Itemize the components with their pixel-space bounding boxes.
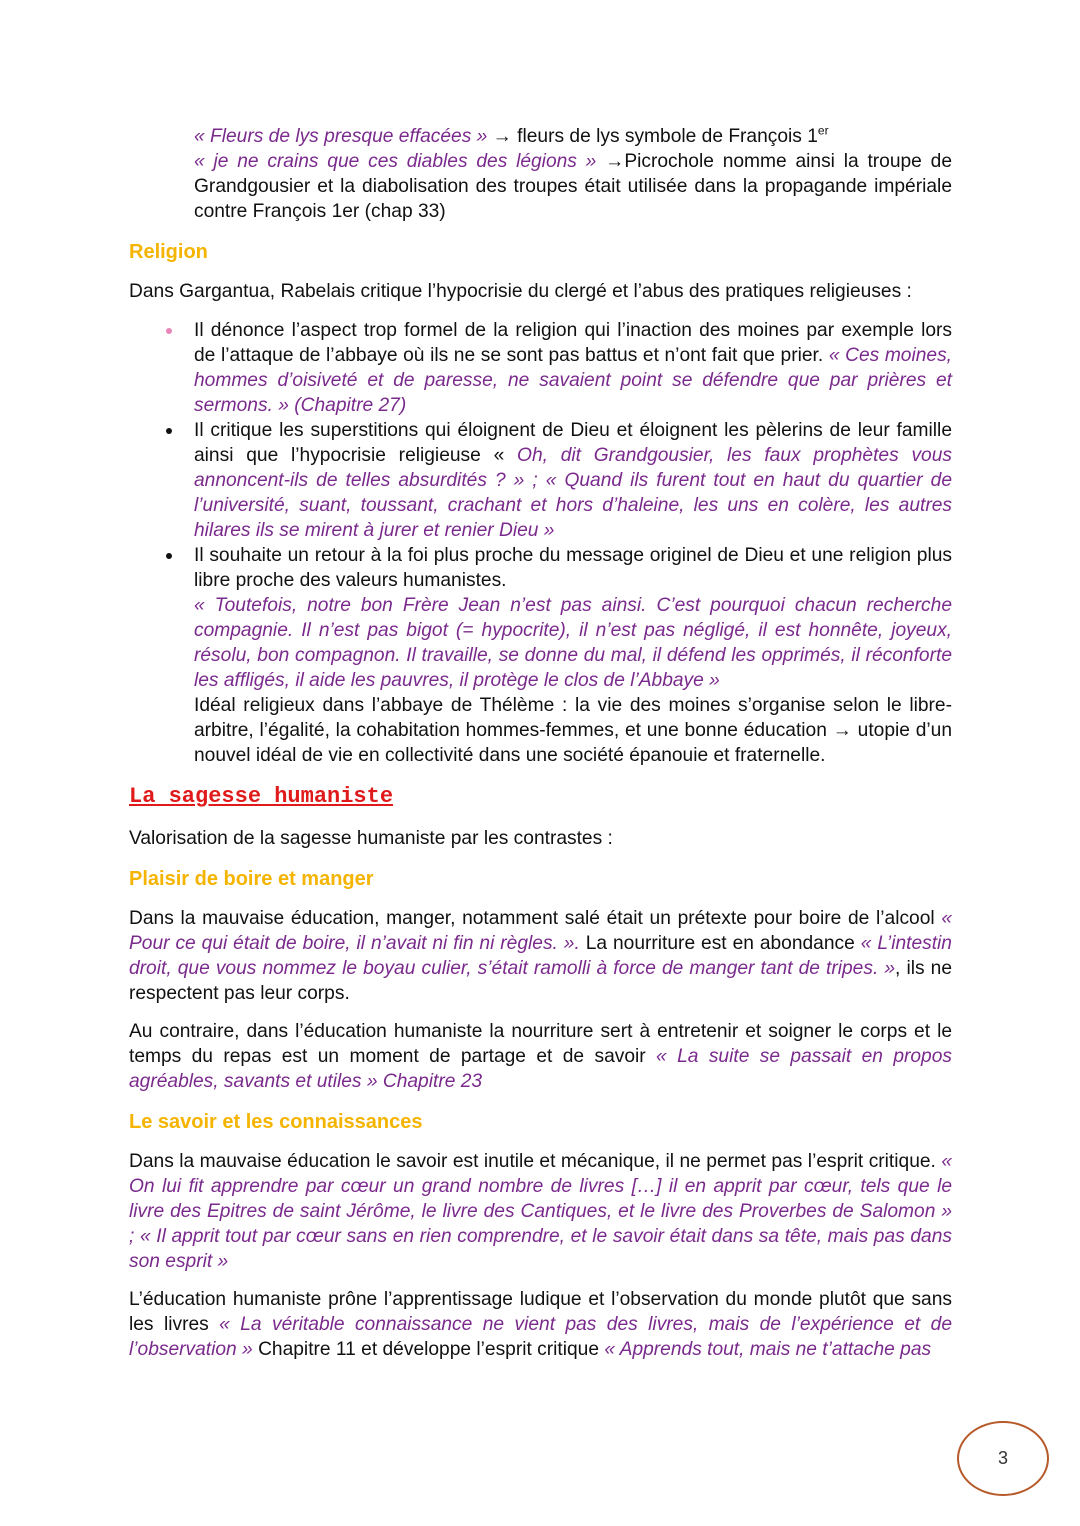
quote: « L’intestin droit, que vous nommez le boyau culier, s’était ramolli à force de manger tant de tripes. »	[129, 933, 952, 979]
page-number-badge	[957, 1421, 1049, 1496]
text: , ils ne respectent pas leur corps.	[129, 958, 952, 1004]
quote: « je ne crains que ces diables des légions »	[194, 151, 597, 172]
list-item	[129, 543, 952, 768]
superscript: er	[817, 123, 829, 138]
text: Il souhaite un retour à la foi plus proche du message originel de Dieu et une religion plus libre proche des valeurs humanistes.	[194, 545, 952, 591]
quote: « Pour ce qui était de boire, il n’avait ni fin ni règles. ».	[129, 908, 952, 954]
bullet-icon	[166, 328, 172, 334]
bullet-icon	[166, 428, 172, 434]
quote: « Apprends tout, mais ne t’attache pas	[604, 1339, 932, 1360]
quote: « Toutefois, notre bon Frère Jean n’est pas ainsi. C’est pourquoi chacun recherche compagnie. Il n’est pas bigot (= hypocrite), il n’est pas négligé, il est honnête, joyeux, résolu, bon compagnon. Il travaille, se donne du mal, il défend les opprimés, il réconforte les affligés, il aide les pauvres, il protège le clos de l’Abbaye »	[194, 595, 952, 691]
quote: « La véritable connaissance ne vient pas des livres, mais de l’expérience et de l’observation »	[129, 1314, 952, 1360]
text: Idéal religieux dans l’abbaye de Thélème : la vie des moines s’organise selon le libre-arbitre, l’égalité, la cohabitation hommes-femmes, et une bonne éducation → utopie d’un nouvel idéal de vie en collectivité dans une société épanouie et fraternelle.	[194, 695, 952, 766]
quote: « Fleurs de lys presque effacées »	[194, 126, 488, 147]
text: L’éducation humaniste prône l’apprentissage ludique et l’observation du monde plutôt que sans les livres	[129, 1289, 952, 1335]
text: Dans la mauvaise éducation le savoir est inutile et mécanique, il ne permet pas l’esprit critique.	[129, 1151, 942, 1172]
religion-lead: Dans Gargantua, Rabelais critique l’hypocrisie du clergé et l’abus des pratiques religieuses :	[129, 281, 912, 302]
text: Dans la mauvaise éducation, manger, notamment salé était un prétexte pour boire de l’alcool	[129, 908, 942, 929]
sagesse-heading: La sagesse humaniste	[129, 784, 394, 809]
list-item	[129, 418, 952, 543]
sagesse-lead: Valorisation de la sagesse humaniste par les contrastes :	[129, 828, 613, 849]
religion-heading: Religion	[129, 241, 208, 263]
savoir-paragraph-1	[129, 1149, 952, 1274]
quote: Oh, dit Grandgousier, les faux prophètes vous annoncent-ils de telles absurdités ? » ; « Quand ils furent tout en haut du quartier de l’université, suant, toussant, crachant et hors d’haleine, les uns en colère, les autres hilares ils se mirent à jurer et renier Dieu »	[194, 445, 952, 541]
plaisir-paragraph-1	[129, 906, 952, 1006]
text: Au contraire, dans l’éducation humaniste la nourriture sert à entretenir et soigner le corps et le temps du repas est un moment de partage et de savoir	[129, 1021, 952, 1067]
intro-line-2	[194, 149, 952, 224]
text: La nourriture est en abondance	[579, 933, 861, 954]
bullet-icon	[166, 553, 172, 559]
religion-list	[129, 318, 952, 768]
quote: « On lui fit apprendre par cœur un grand nombre de livres […] il en apprit par cœur, tels que le livre des Epitres de saint Jérôme, le livre des Cantiques, et le livre des Proverbes de Salomon » ; « Il apprit tout par cœur sans en rien comprendre, et le savoir était dans sa tête, mais pas dans son esprit »	[129, 1151, 952, 1272]
page-number: 3	[997, 1448, 1008, 1468]
text: → fleurs de lys symbole de François 1	[487, 126, 818, 147]
list-item	[129, 318, 952, 418]
plaisir-heading: Plaisir de boire et manger	[129, 868, 374, 890]
intro-line-1	[194, 124, 952, 149]
text: Il critique les superstitions qui éloignent de Dieu et éloignent les pèlerins de leur famille ainsi que l’hypocrisie religieuse «	[194, 420, 952, 466]
text: Chapitre 11 et développe l’esprit critique	[252, 1339, 605, 1360]
text: Il dénonce l’aspect trop formel de la religion qui l’inaction des moines par exemple lors de l’attaque de l’abbaye où ils ne se sont pas battus et n’ont fait que prier.	[194, 320, 952, 366]
text: →Picrochole nomme ainsi la troupe de Grandgousier et la diabolisation des troupes était utilisée dans la propagande impériale contre François 1er (chap 33)	[194, 151, 952, 222]
quote: « Ces moines, hommes d’oisiveté et de paresse, ne savaient point se défendre que par prières et sermons. » (Chapitre 27)	[194, 345, 953, 416]
plaisir-paragraph-2	[129, 1019, 952, 1094]
intro-block	[194, 124, 952, 224]
document-page	[129, 124, 952, 1362]
savoir-paragraph-2	[129, 1287, 952, 1362]
savoir-heading: Le savoir et les connaissances	[129, 1111, 423, 1133]
quote: « La suite se passait en propos agréables, savants et utiles » Chapitre 23	[129, 1046, 952, 1092]
